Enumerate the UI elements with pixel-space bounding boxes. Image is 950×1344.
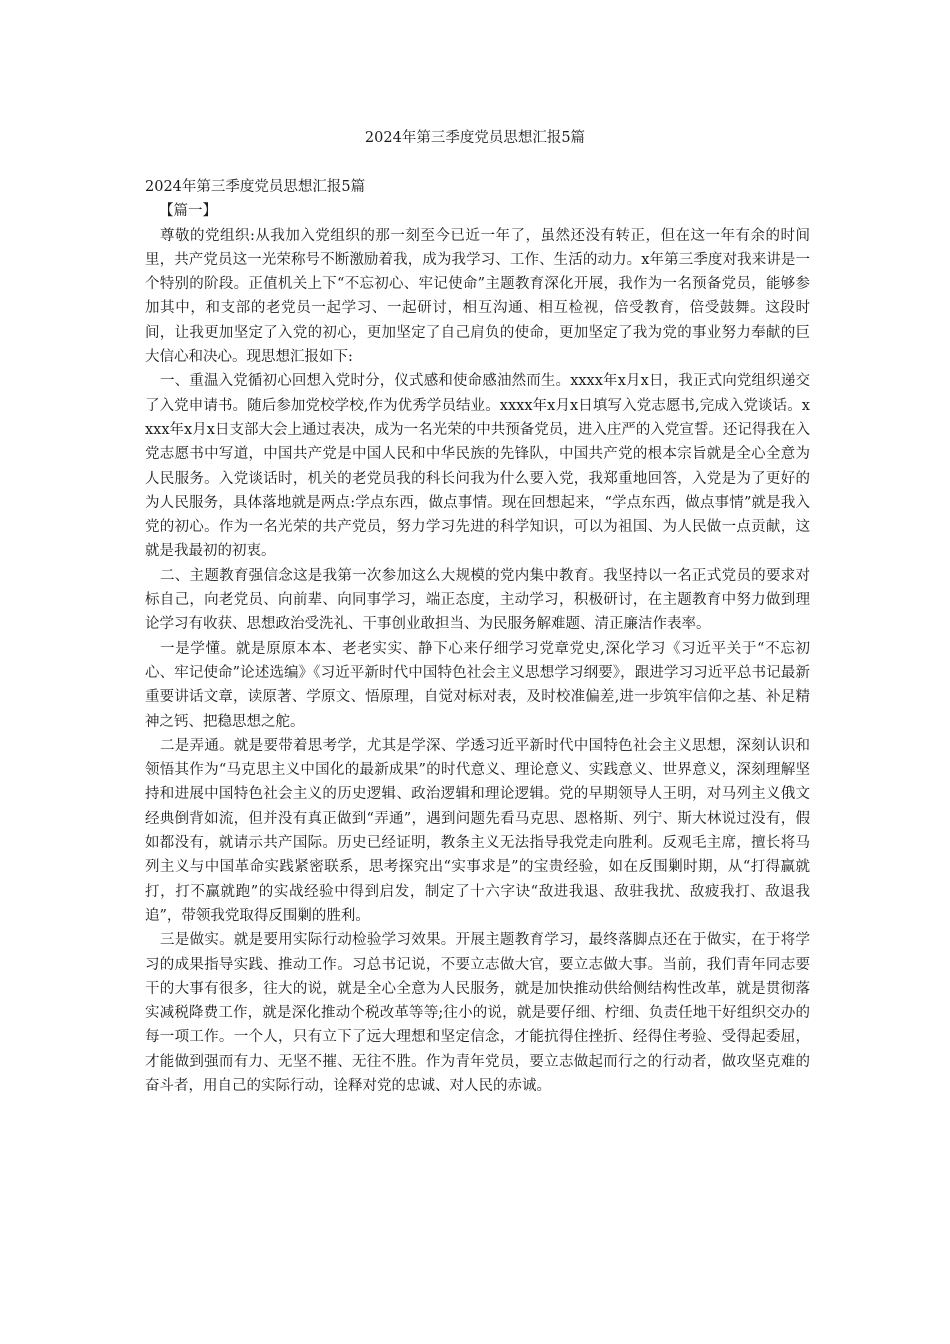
section-label: 【篇一】 xyxy=(159,203,217,220)
paragraph: 二、主题教育强信念这是我第一次参加这么大规模的党内集中教育。我坚持以一名正式党员的要求对标自己，向老党员、向前辈、向同事学习，端正态度，主动学习，积极研讨，在主题教育中努力做到理论学习有收获、思想政治受洗礼、干事创业敢担当、为民服务解难题、清正廉洁作表率。 xyxy=(145,567,810,633)
paragraph: 二是弄通。就是要带着思考学，尤其是学深、学透习近平新时代中国特色社会主义思想，深刻认识和领悟其作为“马克思主义中国化的最新成果”的时代意义、理论意义、实践意义、世界意义，深刻理解坚持和进展中国特色社会主义的历史逻辑、政治逻辑和理论逻辑。党的早期领导人王明，对马列主义俄文经典倒背如流，但并没有真正做到“弄通”，遇到问题先看马克思、恩格斯、列宁、斯大林说过没有，假如都没有，就请示共产国际。历史已经证明，教条主义无法指导我党走向胜利。反观毛主席，擅长将马列主义与中国革命实践紧密联系，思考探究出“实事求是”的宝贵经验，如在反围剿时期，从“打得赢就打，打不赢就跑”的实战经验中得到启发，制定了十六字诀“敌进我退、敌驻我扰、敌疲我打、敌退我追”，带领我党取得反围剿的胜利。 xyxy=(145,737,810,924)
document-subtitle: 2024年第三季度党员思想汇报5篇 xyxy=(145,179,366,195)
paragraph: 一、重温入党循初心回想入党时分，仪式感和使命感油然而生。xxxx年x月x日，我正式向党组织递交了入党申请书。随后参加党校学校,作为优秀学员结业。xxxx年x月x日填写入党志愿书,完成入党谈话。xxxx年x月x日支部大会上通过表决，成为一名光荣的中共预备党员，进入庄严的入党宣誓。还记得我在入党志愿书中写道，中国共产党是中国人民和中华民族的先锋队，中国共产党的根本宗旨就是全心全意为人民服务。入党谈话时，机关的老党员我的科长问我为什么要入党，我郑重地回答，入党是为了更好的为人民服务，具体落地就是两点:学点东西，做点事情。现在回想起来，“学点东西，做点事情”就是我入党的初心。作为一名光荣的共产党员，努力学习先进的科学知识，可以为祖国、为人民做一点贡献，这就是我最初的初衷。 xyxy=(145,373,810,560)
document-body xyxy=(145,175,810,1098)
paragraph: 三是做实。就是要用实际行动检验学习效果。开展主题教育学习，最终落脚点还在于做实，在于将学习的成果指导实践、推动工作。习总书记说，不要立志做大官，要立志做大事。当前，我们青年同志要干的大事有很多，往大的说，就是全心全意为人民服务，就是加快推动供给侧结构性改革，就是贯彻落实减税降费工作，就是深化推动个税改革等等;往小的说，就是要仔细、柠细、负责任地干好组织交办的每一项工作。一个人，只有立下了远大理想和坚定信念，才能抗得住挫折、经得住考验、受得起委屈，才能做到强而有力、无坚不摧、无往不胜。作为青年党员，要立志做起而行之的行动者，做攻坚克难的奋斗者，用自己的实际行动，诠释对党的忠诚、对人民的赤诚。 xyxy=(145,932,810,1094)
paragraph: 尊敬的党组织:从我加入党组织的那一刻至今已近一年了，虽然还没有转正，但在这一年有余的时间里，共产党员这一光荣称号不断激励着我，成为我学习、工作、生活的动力。x年第三季度对我来讲是一个特别的阶段。正值机关上下“不忘初心、牢记使命”主题教育深化开展，我作为一名预备党员，能够参加其中，和支部的老党员一起学习、一起研讨，相互沟通、相互检视，倍受教育，倍受鼓舞。这段时间，让我更加坚定了入党的初心，更加坚定了自己肩负的使命，更加坚定了我为党的事业努力奉献的巨大信心和决心。现思想汇报如下: xyxy=(145,227,810,366)
document-title: 2024年第三季度党员思想汇报5篇 xyxy=(364,130,586,146)
paragraph: 一是学懂。就是原原本本、老老实实、静下心来仔细学习党章党史,深化学习《习近平关于“不忘初心、牢记使命”论述选编》《习近平新时代中国特色社会主义思想学习纲要》，跟进学习习近平总书记最新重要讲话文章，读原著、学原文、悟原理，自觉对标对表，及时校准偏差,进一步筑牢信仰之基、补足精神之钙、把稳思想之舵。 xyxy=(145,640,810,730)
